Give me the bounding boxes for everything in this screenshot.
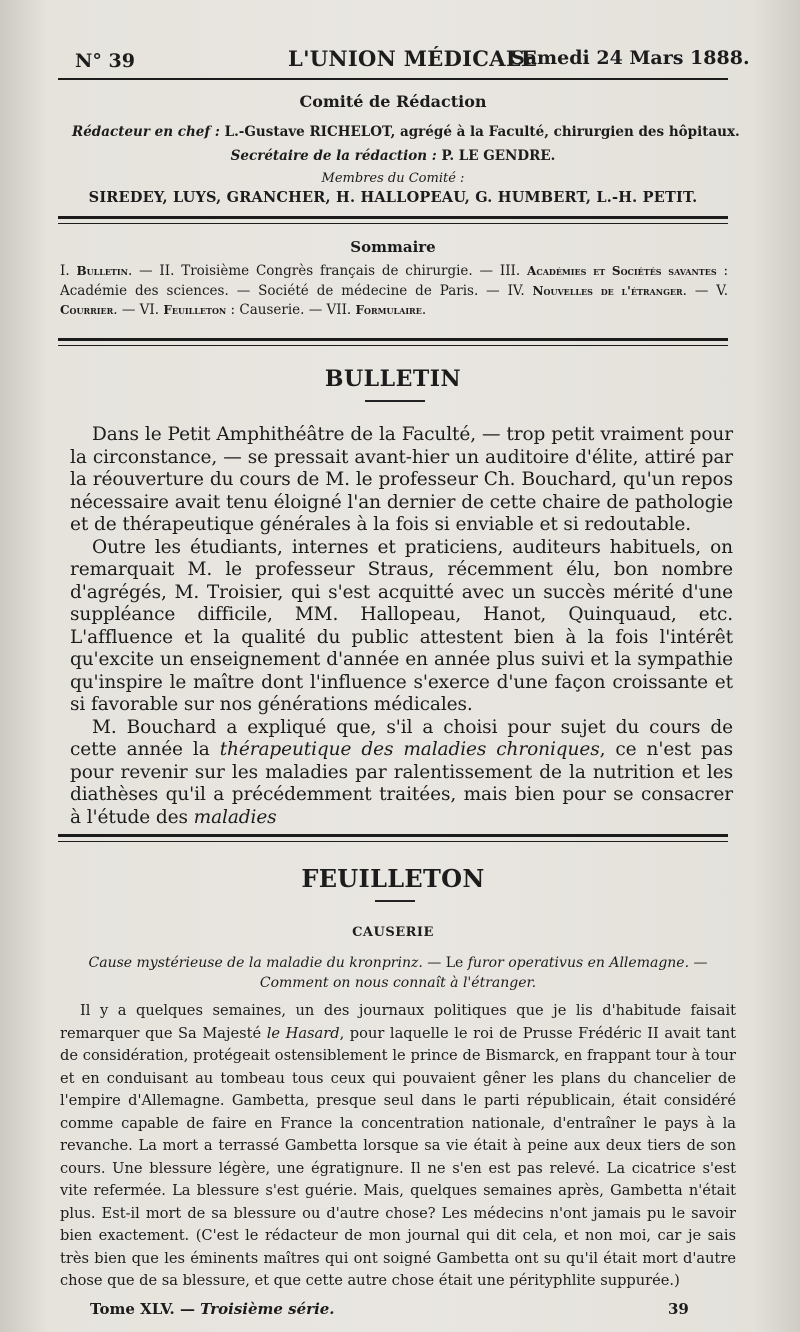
bulletin-paragraph: Dans le Petit Amphithéâtre de la Faculté, — trop petit vraiment pour la circonstance, — se pressait avant-hier un auditoire d'élite, attiré par la réouverture du cours de M. le professeur Ch. Bouchard, qu'un repos nécessaire avait tenu éloigné l'an dernier de cette chaire de pathologie et de thérapeutique générales à la fois si enviable et si redoutable. — [70, 424, 733, 535]
bulletin-heading: BULLETIN — [324, 366, 462, 392]
feuilleton-body — [60, 1000, 736, 1293]
chief-name: L.-Gustave RICHELOT, agrégé à la Faculté, chirurgien des hôpitaux. — [224, 124, 740, 140]
secretary-line — [58, 148, 728, 164]
issue-date: Samedi 24 Mars 1888. — [511, 47, 750, 69]
sommaire-text: I. Bulletin. — II. Troisième Congrès français de chirurgie. — III. Académies et Sociétés savantes : Académie des sciences. — Société de médecine de Paris. — IV. Nouvelles de l'étranger. — V. Courrier. — VI. Feuilleton : Causerie. — VII. Formulaire. — [60, 263, 729, 318]
bulletin-body — [70, 424, 733, 829]
bulletin-rule-1 — [58, 834, 728, 837]
feuilleton-heading: FEUILLETON — [301, 864, 485, 893]
issue-number: N° 39 — [75, 50, 135, 72]
causerie-subtitle: Cause mystérieuse de la maladie du kronprinz. — Le furor operativus en Allemagne. — Comment on nous connaît à l'étranger. — [88, 955, 708, 991]
committee-heading: Comité de Rédaction — [299, 92, 487, 111]
secretary-name: P. LE GENDRE. — [441, 148, 556, 164]
sommaire-rule-2 — [58, 345, 728, 346]
bulletin-paragraph: M. Bouchard a expliqué que, s'il a choisi pour sujet du cours de cette année la thérapeutique des maladies chroniques, ce n'est pas pour revenir sur les maladies par ralentissement de la nutrition et les diathèses qu'il a précédemment traitées, mais bien pour se consacrer à l'étude des maladies — [70, 716, 733, 828]
feuilleton-paragraph: Il y a quelques semaines, un des journaux politiques que je lis d'habitude faisait remarquer que Sa Majesté le Hasard, pour laquelle le roi de Prusse Frédéric II avait tant de considération, protégeait ostensiblement le prince de Bismarck, en frappant tour à tour et en conduisant au tombeau tous ceux qui pouvaient gêner les plans du chancelier de l'empire d'Allemagne. Gambetta, presque seul dans le parti républicain, était considéré comme capable de faire en France la concentration nationale, d'entraîner le pays à la revanche. La mort a terrassé Gambetta lorsque sa vie était à peine aux deux tiers de son cours. Une blessure légère, une égratignure. Il ne s'en est pas relevé. La cicatrice s'est vite refermée. La blessure s'est guérie. Mais, quelques semaines après, Gambetta n'était plus. Est-il mort de sa blessure ou d'autre chose? Les médecins n'ont jamais pu le savoir bien exactement. (C'est le rédacteur de mon journal qui dit cela, et non moi, car je sais très bien que les éminents maîtres qui ont soigné Gambetta ont su qu'il était mort d'autre chose que de sa blessure, et que cette autre chose était une pérityphlite suppurée.) — [60, 1002, 736, 1289]
journal-title: L'UNION MÉDICALE — [288, 46, 538, 71]
page-number: 39 — [668, 1300, 689, 1318]
committee-rule-2 — [58, 223, 728, 224]
members-list: SIREDEY, LUYS, GRANCHER, H. HALLOPEAU, G. HUMBERT, L.-H. PETIT. — [88, 189, 698, 206]
footer-tome: Tome XLV. — Troisième série. — [90, 1300, 335, 1318]
sommaire-rule-1 — [58, 338, 728, 341]
sommaire-heading: Sommaire — [350, 238, 436, 256]
members-label: Membres du Comité : — [321, 171, 465, 186]
chief-label: Rédacteur en chef : — [72, 124, 220, 140]
header-rule — [58, 78, 728, 80]
committee-rule-1 — [58, 216, 728, 219]
causerie-heading: CAUSERIE — [352, 925, 434, 940]
bulletin-heading-dash — [365, 400, 425, 402]
bulletin-rule-2 — [58, 841, 728, 842]
secretary-label: Secrétaire de la rédaction : — [230, 148, 437, 164]
chief-editor-line — [72, 124, 740, 140]
bulletin-paragraph: Outre les étudiants, internes et praticiens, auditeurs habituels, on remarquait M. le professeur Straus, récemment élu, bon nombre d'agrégés, M. Troisier, qui s'est acquitté avec un succès mérité d'une suppléance difficile, MM. Hallopeau, Hanot, Quinquaud, etc. L'affluence et la qualité du public attestent bien à la fois l'intérêt qu'excite un enseignement d'année en année plus suivi et la sympathie qu'inspire le maître dont l'influence s'exerce d'une façon croissante et si favorable sur nos générations médicales. — [70, 536, 733, 715]
feuilleton-heading-dash — [375, 900, 415, 902]
